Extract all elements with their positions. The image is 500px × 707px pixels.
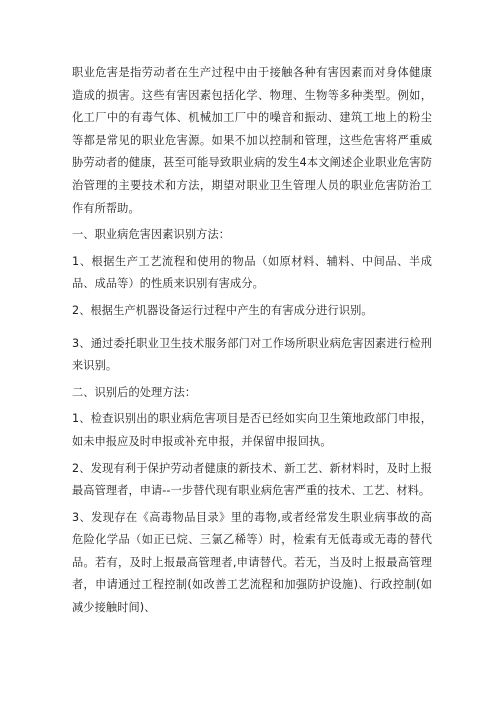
section-heading-handling: 二、识别后的处理方法： — [72, 385, 197, 399]
handling-item-1: 1、检查识别出的职业病危害项目是否已经如实向卫生策地政部门申报，如未申报应及时申报或补充申报，并保留申报回执。 — [72, 412, 432, 448]
identification-item-3: 3、通过委托职业卫生技术服务部门对工作场所职业病危害因素进行检刑来识别。 — [72, 336, 432, 373]
handling-item-3: 3、发现存在《高毒物品目录》里的毒物,或者经常发生职业病事故的高危险化学品（如正已烷、三氯乙稀等）时，检索有无低毒或无毒的替代品。若有，及时上报最高管理者,申请替代。若无，当及时上报最高管理者，申请通过工程控制(如改善工艺流程和加强防护设施)、行政控制(如减少接触时间)、 — [72, 510, 432, 615]
section-heading-identification: 一、职业病危害因素识别方法： — [72, 228, 231, 242]
identification-item-2: 2、根据生产机器设备运行过程中产生的有害成分进行识别。 — [72, 303, 373, 317]
intro-paragraph: 职业危害是指劳动者在生产过程中由于接触各种有害因素而对身体健康造成的损害。这些有害因素包括化学、物理、生物等多种类型。例如，化工厂中的有毒气体、机械加工厂中的噪音和振动、建筑工地上的粉尘等都是常见的职业危害源。如果不加以控制和管理，这些危害将严重威胁劳动者的健康，甚至可能导致职业病的发生4本文阐述企业职业危害防治管理的主要技术和方法，期望对职业卫生管理人员的职业危害防治工作有所帮助。 — [72, 66, 432, 215]
document-body — [72, 62, 432, 624]
identification-item-1: 1、根据生产工艺流程和使用的物品（如原材料、辅料、中间品、半成品、成品等）的性质来识别有害成分。 — [72, 254, 432, 291]
handling-item-2: 2、发现有利于保护劳动者健康的新技术、新工艺、新材料时，及时上报最高管理者，申请--一步替代现有职业病危害严重的技术、工艺、材料。 — [72, 461, 432, 498]
